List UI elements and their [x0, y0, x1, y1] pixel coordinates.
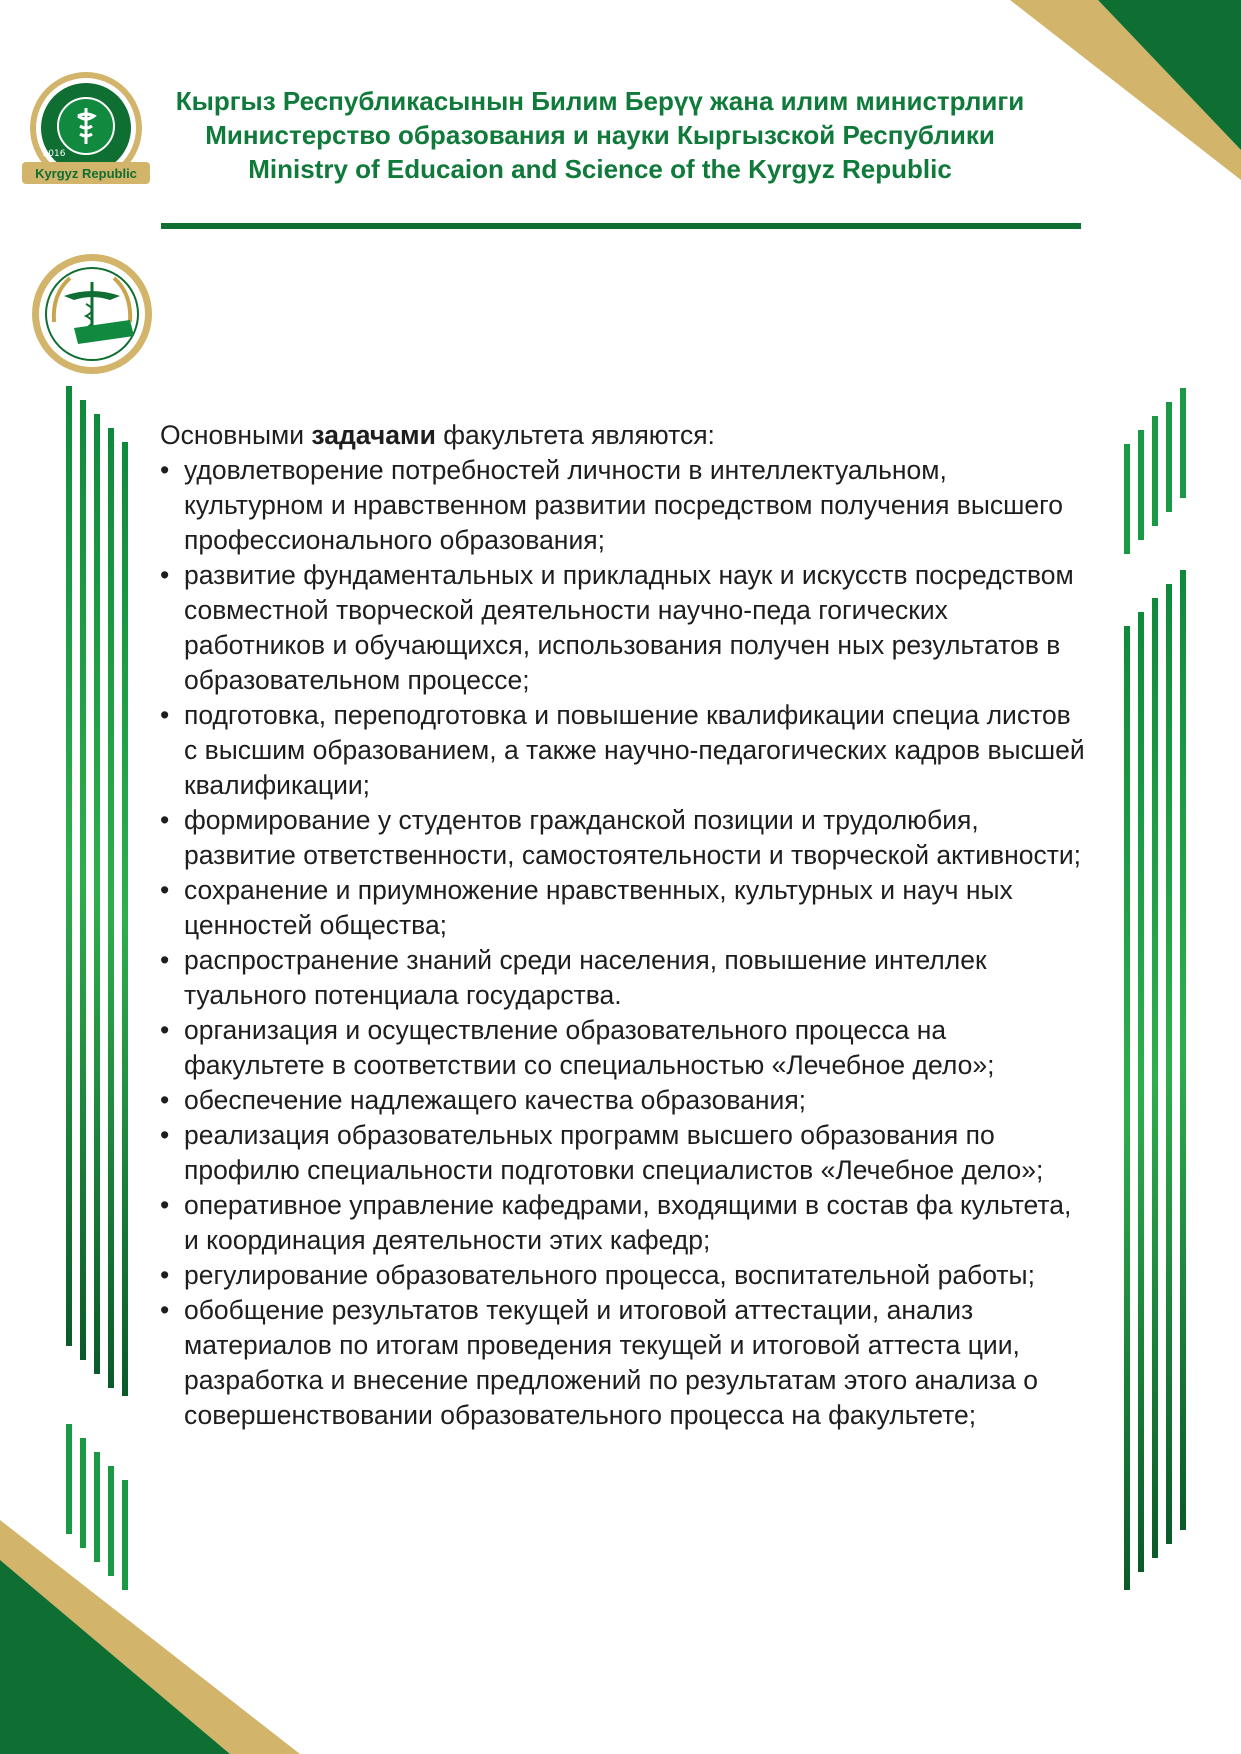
task-text: регулирование образовательного процесса, воспитательной работы;	[184, 1260, 1035, 1290]
bullet: •	[160, 700, 170, 730]
list-item	[160, 698, 1090, 803]
list-item	[160, 1293, 1090, 1433]
right-bars-upper	[1122, 386, 1192, 556]
task-text: реализация образовательных программ высшего образования по профилю специальности подготовки специалистов «Лечебное дело»;	[184, 1120, 1044, 1185]
header-divider	[161, 223, 1081, 229]
ministry-logo	[20, 70, 152, 198]
tasks-list	[160, 453, 1090, 1433]
bullet: •	[160, 805, 170, 835]
header-line-english: Ministry of Educaion and Science of the Kyrgyz Republic	[248, 154, 952, 184]
list-item	[160, 1258, 1090, 1293]
list-item	[160, 1188, 1090, 1258]
task-text: формирование у студентов гражданской позиции и трудолюбия, развитие ответственности, самостоятельности и творческой активности;	[184, 805, 1082, 870]
bullet: •	[160, 1085, 170, 1115]
bullet: •	[160, 945, 170, 975]
list-item	[160, 558, 1090, 698]
list-item	[160, 1013, 1090, 1083]
bullet: •	[160, 1190, 170, 1220]
task-text: подготовка, переподготовка и повышение квалификации специа листов с высшим образованием, а также научно-педагогических кадров высшей квалификации;	[184, 700, 1085, 800]
list-item	[160, 943, 1090, 1013]
bullet: •	[160, 875, 170, 905]
ministry-logo-year: 2016	[42, 149, 66, 159]
bullet: •	[160, 1260, 170, 1290]
intro-text-before: Основными	[160, 420, 312, 450]
list-item	[160, 873, 1090, 943]
list-item	[160, 1083, 1090, 1118]
right-bars-lower	[1122, 568, 1192, 1592]
intro-text-after: факультета являются:	[435, 420, 715, 450]
task-text: организация и осуществление образовательного процесса на факультете в соответствии со специальностью «Лечебное дело»;	[184, 1015, 995, 1080]
bullet: •	[160, 1295, 170, 1325]
faculty-tasks-section	[160, 418, 1090, 1433]
ministry-header	[150, 84, 1050, 186]
intro-text-bold: задачами	[311, 420, 436, 450]
header-line-kyrgyz: Кыргыз Республикасынын Билим Берүү жана илим министрлиги	[175, 86, 1025, 116]
task-text: сохранение и приумножение нравственных, культурных и науч ных ценностей общества;	[184, 875, 1013, 940]
task-text: оперативное управление кафедрами, входящими в состав фа культета, и координация деятельности этих кафедр;	[184, 1190, 1072, 1255]
bullet: •	[160, 1120, 170, 1150]
faculty-logo	[30, 252, 154, 376]
task-text: развитие фундаментальных и прикладных наук и искусств посредством совместной творческой деятельности научно-педа гогических работников и обучающихся, использования получен ных результатов в образовательном процессе;	[184, 560, 1074, 695]
list-item	[160, 453, 1090, 558]
bullet: •	[160, 1015, 170, 1045]
left-bars-upper	[64, 386, 134, 1396]
task-text: обобщение результатов текущей и итоговой аттестации, анализ материалов по итогам проведения текущей и итоговой аттеста ции, разработка и внесение предложений по результатам этого анализа о совершенствовании образовательного процесса на факультете;	[184, 1295, 1038, 1430]
task-text: распространение знаний среди населения, повышение интеллек туального потенциала государства.	[184, 945, 987, 1010]
header-line-russian: Министерство образования и науки Кыргызской Республики	[205, 120, 995, 150]
bullet: •	[160, 560, 170, 590]
bottom-left-corner-decoration	[0, 1500, 310, 1754]
list-item	[160, 803, 1090, 873]
task-text: удовлетворение потребностей личности в интеллектуальном, культурном и нравственном развитии посредством получения высшего профессионального образования;	[184, 455, 1063, 555]
ministry-logo-ribbon: Kyrgyz Republic	[35, 166, 137, 181]
tasks-intro	[160, 418, 1090, 453]
task-text: обеспечение надлежащего качества образования;	[184, 1085, 807, 1115]
left-bars-lower	[64, 1424, 134, 1592]
bullet: •	[160, 455, 170, 485]
list-item	[160, 1118, 1090, 1188]
